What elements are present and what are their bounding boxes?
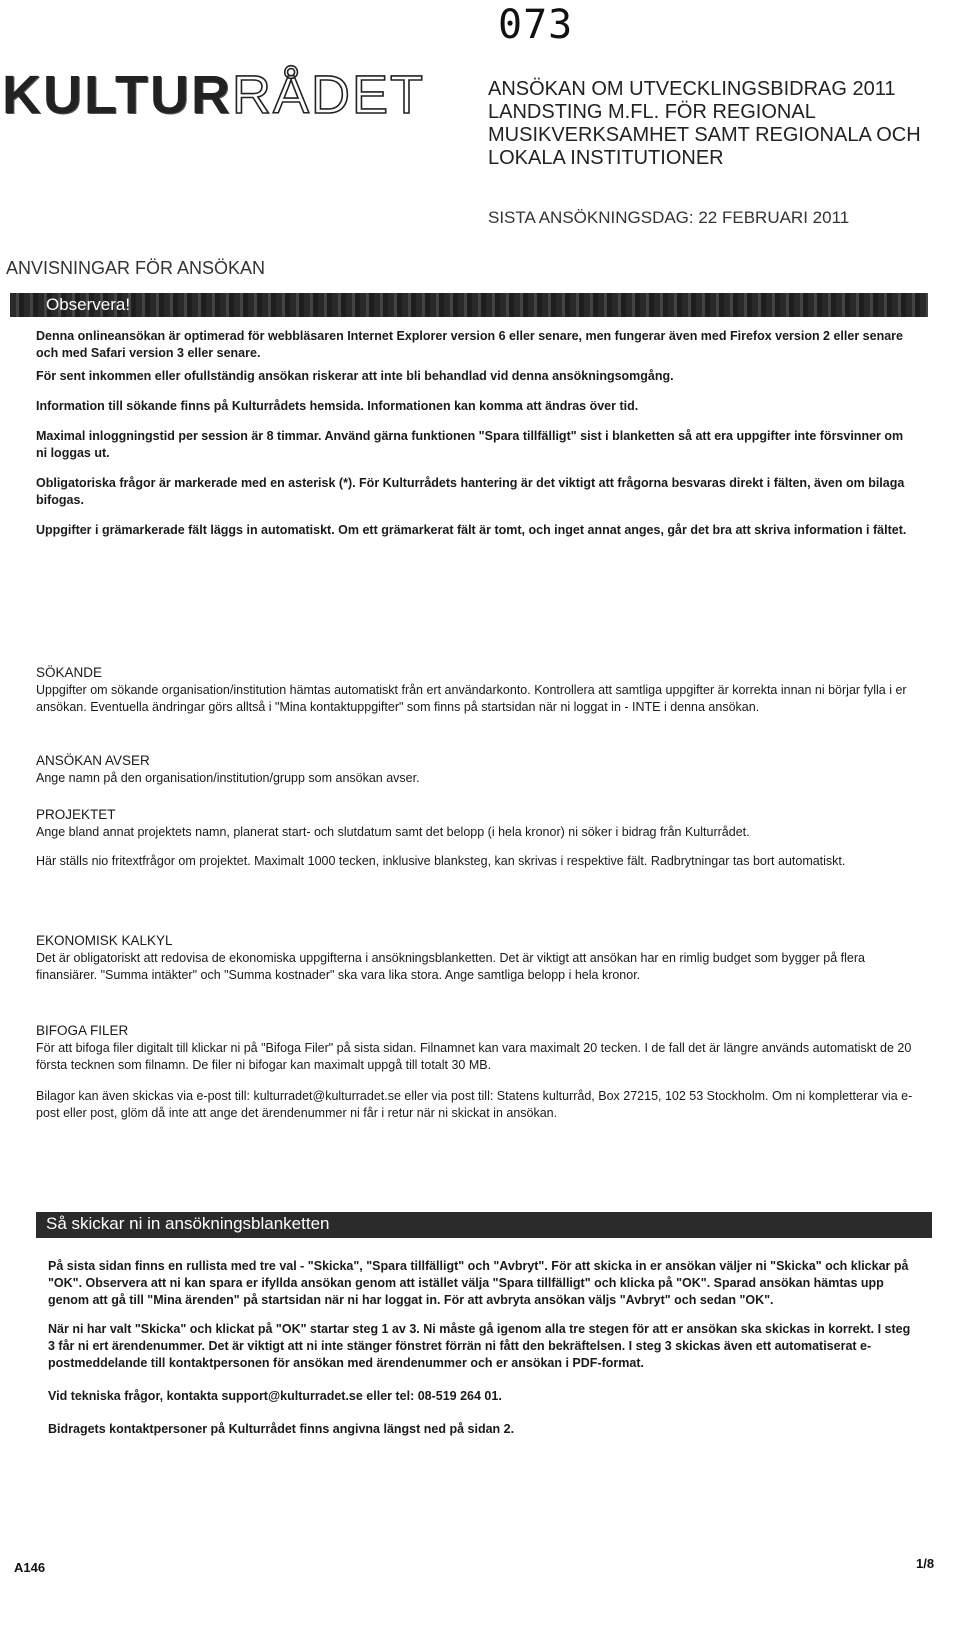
section-ansokan-avser [36, 752, 916, 787]
notice-paragraph: Maximal inloggningstid per session är 8 timmar. Använd gärna funktionen "Spara tillfälligt" sist i blanketten så att era uppgifter inte försvinner om ni loggas ut. [36, 429, 904, 460]
send-paragraph: Bidragets kontaktpersoner på Kulturrådet finns angivna längst ned på sidan 2. [48, 1422, 515, 1436]
send-instructions-banner [36, 1212, 932, 1238]
section-projektet [36, 806, 916, 870]
section-title: BIFOGA FILER [36, 1023, 129, 1038]
form-code: A146 [14, 1560, 46, 1575]
notice-paragraph: Denna onlineansökan är optimerad för webbläsaren Internet Explorer version 6 eller senare, men fungerar även med Firefox version 2 eller senare och med Safari version 3 eller senare. [36, 329, 903, 360]
notices-block [36, 328, 916, 539]
logo-solid-part: KULTUR [2, 65, 232, 125]
observe-banner [10, 293, 928, 317]
section-paragraph: Det är obligatoriskt att redovisa de ekonomiska uppgifterna i ansökningsblanketten. Det är viktigt att ansökan har en rimlig budget som bygger på flera finansiärer. "Summa intäkter" och "Summa kostnader" ska vara lika stora. Ange samtliga belopp i hela kronor. [36, 951, 865, 982]
section-sokande [36, 664, 916, 716]
instructions-heading: ANVISNINGAR FÖR ANSÖKAN [6, 258, 266, 278]
handwritten-stamp-number: 073 [498, 2, 574, 48]
kulturradet-logo [2, 65, 425, 125]
section-title: EKONOMISK KALKYL [36, 933, 173, 948]
notice-paragraph: Obligatoriska frågor är markerade med en asterisk (*). För Kulturrådets hantering är det viktigt att frågorna besvaras direkt i fälten, även om bilaga bifogas. [36, 476, 905, 507]
section-paragraph: För att bifoga filer digitalt till klickar ni på "Bifoga Filer" på sista sidan. Filnamnet kan vara maximalt 20 tecken. I de fall det är längre används automatiskt de 20 första tecknen som filnamn. De filer ni bifogar kan maximalt uppgå till totalt 30 MB. [36, 1041, 912, 1072]
send-instructions-block [48, 1258, 920, 1438]
notice-paragraph: För sent inkommen eller ofullständig ansökan riskerar att inte bli behandlad vid denna ansökningsomgång. [36, 369, 674, 383]
section-ekonomisk-kalkyl [36, 932, 916, 984]
send-paragraph: Vid tekniska frågor, kontakta support@kulturradet.se eller tel: 08-519 264 01. [48, 1389, 502, 1403]
section-paragraph: Ange bland annat projektets namn, planerat start- och slutdatum samt det belopp (i hela kronor) ni söker i bidrag från Kulturrådet. [36, 825, 750, 839]
send-paragraph: När ni har valt "Skicka" och klickat på "OK" startar steg 1 av 3. Ni måste gå igenom alla tre stegen för att er ansökan ska skickas in korrekt. I steg 3 får ni ert ärendenummer. Det är viktigt att ni inte stänger fönstret förrän ni fått den bekräftelsen. I steg 3 skickas även ett automatiserat e-postmeddelande till kontaktpersonen för ansökan med ärendenummer och er ansökan i PDF-format. [48, 1322, 911, 1370]
send-paragraph: På sista sidan finns en rullista med tre val - "Skicka", "Spara tillfälligt" och "Avbryt". För att skicka in er ansökan väljer ni "Skicka" och klickar på "OK". Observera att ni kan spara er ifyllda ansökan genom att istället välja "Spara tillfälligt" och klicka på "OK". Sparad ansökan hämtas upp genom att gå till "Mina ärenden" på startsidan när ni har loggat in. För att avbryta ansökan väljs "Avbryt" och sedan "OK". [48, 1259, 909, 1307]
logo-outline-part: RÅDET [231, 65, 425, 125]
page-number: 1/8 [916, 1556, 935, 1571]
notice-paragraph: Uppgifter i grämarkerade fält läggs in automatiskt. Om ett grämarkerat fält är tomt, och inget annat anges, går det bra att skriva information i fältet. [36, 523, 907, 537]
section-title: PROJEKTET [36, 807, 116, 822]
observe-banner-label: Observera! [46, 295, 131, 314]
section-bifoga-filer [36, 1022, 916, 1122]
document-title: ANSÖKAN OM UTVECKLINGSBIDRAG 2011 LANDSTING M.FL. FÖR REGIONAL MUSIKVERKSAMHET SAMT REGIONALA OCH LOKALA INSTITUTIONER [488, 78, 921, 169]
send-banner-label: Så skickar ni in ansökningsblanketten [46, 1214, 330, 1233]
notice-paragraph: Information till sökande finns på Kulturrådets hemsida. Informationen kan komma att ändras över tid. [36, 399, 639, 413]
section-paragraph: Uppgifter om sökande organisation/institution hämtas automatiskt från ert användarkonto. Kontrollera att samtliga uppgifter är korrekta innan ni börjar fylla i er ansökan. Eventuella ändringar görs alltså i "Mina kontaktuppgifter" som finns på startsidan när ni loggat in - INTE i denna ansökan. [36, 683, 907, 714]
section-title: ANSÖKAN AVSER [36, 753, 150, 768]
section-paragraph: Här ställs nio fritextfrågor om projektet. Maximalt 1000 tecken, inklusive blanksteg, kan skrivas i respektive fält. Radbrytningar tas bort automatiskt. [36, 854, 846, 868]
section-paragraph: Bilagor kan även skickas via e-post till: kulturradet@kulturradet.se eller via post till: Statens kulturråd, Box 27215, 102 53 Stockholm. Om ni kompletterar via e-post eller post, glöm då inte att ange det ärendenummer ni får i retur när ni skickat in ansökan. [36, 1089, 913, 1120]
section-title: SÖKANDE [36, 665, 103, 680]
deadline-text: SISTA ANSÖKNINGSDAG: 22 FEBRUARI 2011 [488, 208, 850, 227]
section-paragraph: Ange namn på den organisation/institution/grupp som ansökan avser. [36, 771, 420, 785]
